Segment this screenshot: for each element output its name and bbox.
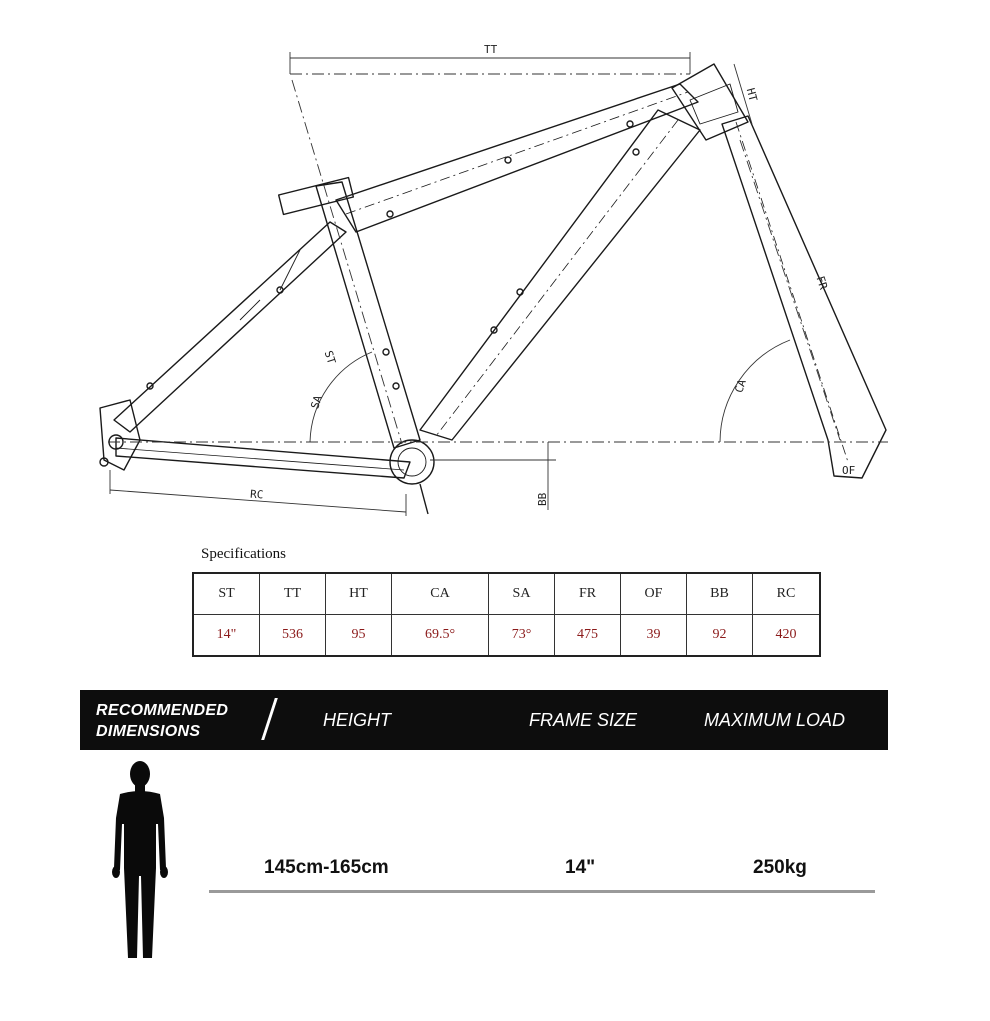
column-header-maximum-load: MAXIMUM LOAD [704, 710, 846, 730]
specifications-table [192, 572, 821, 657]
spec-value-st: 14" [193, 615, 260, 657]
spec-header-of: OF [621, 573, 687, 615]
specifications-title: Specifications [201, 546, 286, 562]
recommended-title-line2: DIMENSIONS [96, 723, 201, 740]
spec-header-rc: RC [753, 573, 821, 615]
dim-label-fr: FR [813, 274, 830, 292]
dim-label-sa: SA [308, 393, 325, 411]
spec-header-ca: CA [392, 573, 489, 615]
banner-divider-slash [261, 698, 278, 740]
rear-dropout [100, 400, 140, 470]
spec-value-tt: 536 [260, 615, 326, 657]
recommended-underline [209, 890, 875, 893]
dim-label-bb: BB [536, 492, 549, 506]
recommended-title [96, 700, 228, 742]
spec-value-fr: 475 [555, 615, 621, 657]
bottom-bracket [390, 440, 434, 484]
top-tube [336, 84, 698, 232]
spec-header-tt: TT [260, 573, 326, 615]
dim-label-ca: CA [732, 377, 749, 395]
recommended-height-value: 145cm-165cm [264, 857, 389, 878]
recommended-dimensions-banner [80, 690, 888, 750]
spec-value-ca: 69.5° [392, 615, 489, 657]
head-tube [672, 64, 748, 140]
spec-header-row [193, 573, 820, 615]
dim-label-of: OF [842, 464, 856, 477]
recommended-max-load-value: 250kg [753, 857, 807, 878]
column-header-frame-size: FRAME SIZE [529, 710, 638, 730]
recommended-title-line1: RECOMMENDED [96, 702, 229, 719]
spec-header-ht: HT [326, 573, 392, 615]
recommended-frame-size-value: 14" [565, 857, 596, 878]
spec-header-bb: BB [687, 573, 753, 615]
column-header-height: HEIGHT [323, 710, 392, 730]
down-tube [420, 110, 700, 440]
spec-value-bb: 92 [687, 615, 753, 657]
spec-header-fr: FR [555, 573, 621, 615]
spec-value-of: 39 [621, 615, 687, 657]
dim-label-st: ST [321, 349, 339, 366]
dim-label-ht: HT [743, 86, 760, 103]
spec-value-rc: 420 [753, 615, 821, 657]
spec-header-st: ST [193, 573, 260, 615]
dim-label-rc: RC [249, 487, 264, 502]
chain-stay [116, 438, 410, 478]
spec-value-ht: 95 [326, 615, 392, 657]
fork [722, 116, 886, 478]
person-silhouette-icon [100, 758, 180, 962]
seat-tube [316, 182, 420, 448]
spec-header-sa: SA [489, 573, 555, 615]
spec-value-row [193, 615, 820, 657]
dim-label-tt: TT [484, 43, 498, 56]
spec-value-sa: 73° [489, 615, 555, 657]
